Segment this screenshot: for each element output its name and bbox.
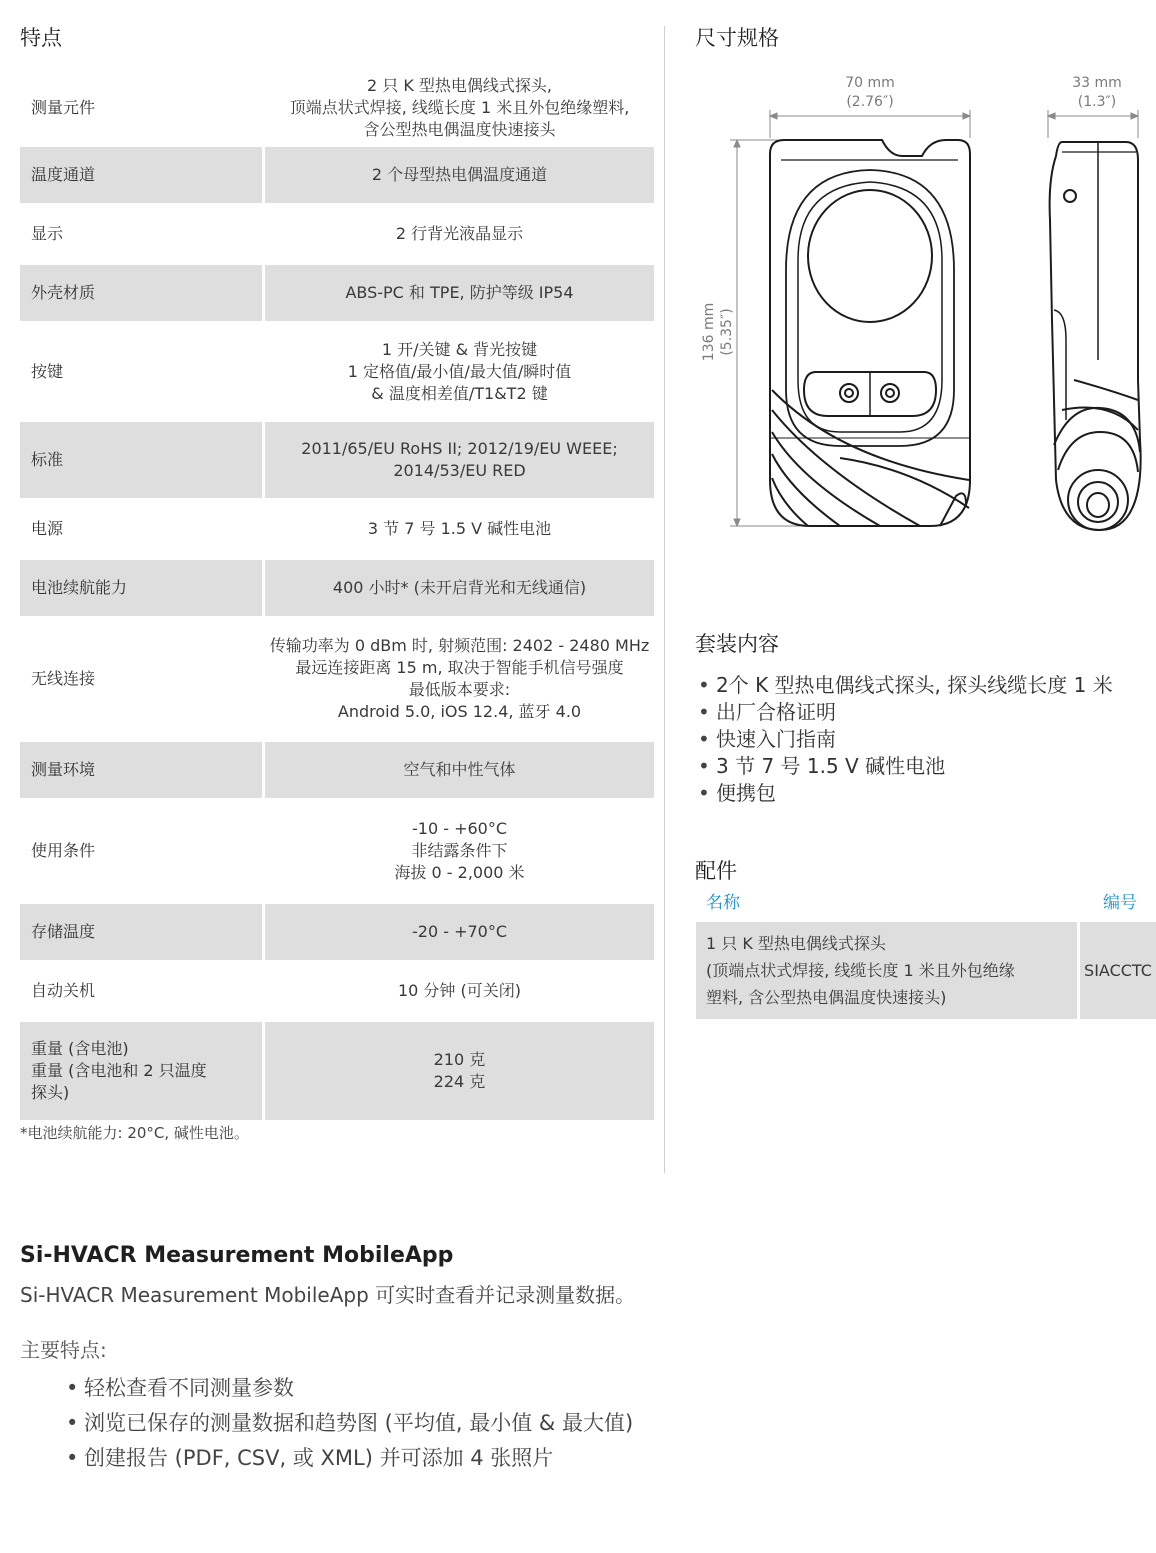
table-row: [20, 206, 654, 262]
spec-label: 电池续航能力: [20, 560, 264, 616]
spec-value: -10 - +60°C 非结露条件下 海拔 0 - 2,000 米: [264, 801, 655, 901]
table-row: [20, 619, 654, 739]
spec-value: -20 - +70°C: [264, 904, 655, 960]
width-in-label: (2.76″): [846, 94, 894, 110]
column-divider: [664, 26, 665, 1173]
height-mm-label: 136 mm: [701, 302, 717, 362]
accessory-number: SIACCTC: [1079, 922, 1156, 1019]
spec-label: 显示: [31, 224, 64, 243]
spec-label: 存储温度: [20, 904, 264, 960]
spec-label: 重量 (含电池) 重量 (含电池和 2 只温度 探头): [20, 1022, 264, 1120]
app-description: Si-HVACR Measurement MobileApp 可实时查看并记录测量数据。: [20, 1283, 636, 1307]
depth-mm-label: 33 mm: [1072, 75, 1122, 91]
spec-value: 2 个母型热电偶温度通道: [264, 147, 655, 203]
height-in-label: (5.35″): [719, 308, 735, 356]
spec-value: 210 克 224 克: [264, 1022, 655, 1120]
spec-label: 电源: [31, 519, 64, 538]
list-item: • 快速入门指南: [696, 726, 1113, 753]
table-row: [20, 324, 654, 419]
list-item: • 轻松查看不同测量参数: [64, 1371, 633, 1406]
accessories-table-body: [696, 922, 1156, 1019]
side-view: [1050, 142, 1141, 530]
list-item: • 浏览已保存的测量数据和趋势图 (平均值, 最小值 & 最大值): [64, 1406, 633, 1441]
table-row: [20, 904, 654, 960]
spec-label: 测量元件: [31, 98, 96, 117]
kit-title: 套装内容: [695, 632, 779, 656]
table-row: [20, 147, 654, 203]
spec-value: 400 小时* (未开启背光和无线通信): [264, 560, 655, 616]
spec-label: 自动关机: [31, 981, 96, 1000]
accessories-title: 配件: [695, 859, 737, 883]
dimensions-title: 尺寸规格: [695, 26, 779, 50]
spec-label: 使用条件: [31, 841, 96, 860]
dimension-lines: [730, 110, 1138, 526]
spec-value: 传输功率为 0 dBm 时, 射频范围: 2402 - 2480 MHz 最远连接距离 15 m, 取决于智能手机信号强度 最低版本要求: Android 5.0, iOS 12.4, 蓝牙 4.0: [264, 619, 655, 739]
spec-value: 2 只 K 型热电偶线式探头, 顶端点状式焊接, 线缆长度 1 米且外包绝缘塑料, 含公型热电偶温度快速接头: [264, 72, 655, 144]
table-row: [20, 501, 654, 557]
spec-value: 空气和中性气体: [264, 742, 655, 798]
list-item: • 便携包: [696, 780, 1113, 807]
spec-value: 10 分钟 (可关闭): [264, 963, 655, 1019]
list-item: • 创建报告 (PDF, CSV, 或 XML) 并可添加 4 张照片: [64, 1441, 633, 1476]
front-view: [770, 140, 970, 526]
footnote: *电池续航能力: 20°C, 碱性电池。: [20, 1124, 249, 1142]
kit-list: [696, 672, 1113, 807]
spec-value: 3 节 7 号 1.5 V 碱性电池: [264, 501, 655, 557]
table-row: [20, 801, 654, 901]
table-row: [20, 265, 654, 321]
depth-in-label: (1.3″): [1077, 94, 1117, 110]
spec-label: 外壳材质: [20, 265, 264, 321]
spec-value: 1 开/关键 & 背光按键 1 定格值/最小值/最大值/瞬时值 & 温度相差值/T1&T2 键: [264, 324, 655, 419]
features-title: 特点: [20, 26, 62, 50]
device-dimension-drawing: [690, 60, 1156, 540]
table-row: [20, 1022, 654, 1120]
table-row: [20, 422, 654, 498]
table-row: [20, 560, 654, 616]
accessories-col-name: 名称: [706, 893, 740, 913]
spec-table: [20, 72, 654, 1120]
spec-label: 测量环境: [20, 742, 264, 798]
spec-value: 2 行背光液晶显示: [264, 206, 655, 262]
spec-label: 温度通道: [20, 147, 264, 203]
accessories-col-number: 编号: [1103, 893, 1137, 913]
app-features-label: 主要特点:: [20, 1338, 107, 1362]
list-item: • 3 节 7 号 1.5 V 碱性电池: [696, 753, 1113, 780]
list-item: • 2个 K 型热电偶线式探头, 探头线缆长度 1 米: [696, 672, 1113, 699]
list-item: • 出厂合格证明: [696, 699, 1113, 726]
accessories-table: [696, 922, 1156, 1019]
accessory-name: 1 只 K 型热电偶线式探头 (顶端点状式焊接, 线缆长度 1 米且外包绝缘 塑料, 含公型热电偶温度快速接头): [696, 922, 1079, 1019]
spec-label: 按键: [31, 361, 64, 381]
app-features-list: [64, 1371, 633, 1476]
width-mm-label: 70 mm: [845, 75, 895, 91]
spec-value: ABS-PC 和 TPE, 防护等级 IP54: [264, 265, 655, 321]
spec-label: 无线连接: [31, 669, 96, 688]
table-row: [20, 72, 654, 144]
spec-value: 2011/65/EU RoHS II; 2012/19/EU WEEE; 2014/53/EU RED: [264, 422, 655, 498]
table-row: [20, 742, 654, 798]
spec-table-body: [20, 72, 654, 1120]
table-row: [696, 922, 1156, 1019]
spec-label: 标准: [20, 422, 264, 498]
app-title: Si-HVACR Measurement MobileApp: [20, 1243, 454, 1268]
table-row: [20, 963, 654, 1019]
